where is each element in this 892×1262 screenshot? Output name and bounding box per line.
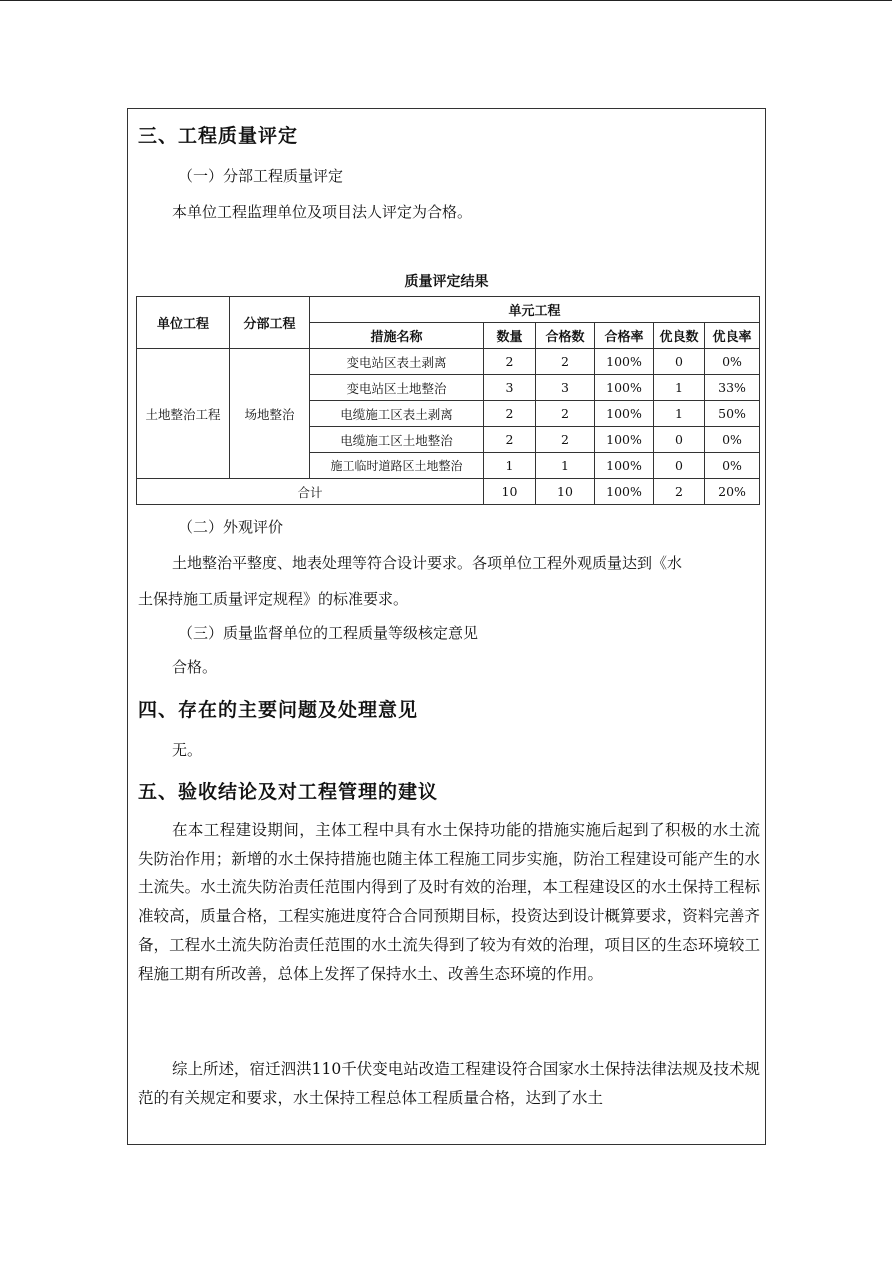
cell: 100% xyxy=(595,427,654,453)
cell: 2 xyxy=(484,349,536,375)
cell: 2 xyxy=(484,401,536,427)
cell: 2 xyxy=(484,427,536,453)
cell: 1 xyxy=(536,453,595,479)
quality-table xyxy=(136,296,760,505)
cell: 1 xyxy=(484,453,536,479)
sub-cell: 场地整治 xyxy=(230,349,310,479)
cell: 20% xyxy=(705,479,760,505)
cell: 0 xyxy=(654,453,705,479)
subsection-3-text: 合格。 xyxy=(172,658,218,676)
cell: 2 xyxy=(536,427,595,453)
header-unit: 单位工程 xyxy=(137,297,230,349)
section-5-paragraph-2: 综上所述，宿迁泗洪110千伏变电站改造工程建设符合国家水土保持法律法规及技术规范的有关规定和要求，水土保持工程总体工程质量合格，达到了水土 xyxy=(138,1060,760,1107)
col-header: 措施名称 xyxy=(310,323,484,349)
cell: 2 xyxy=(536,349,595,375)
col-header: 优良率 xyxy=(705,323,760,349)
cell: 10 xyxy=(484,479,536,505)
cell: 1 xyxy=(654,401,705,427)
page-top-rule xyxy=(0,0,892,1)
cell: 0 xyxy=(654,349,705,375)
cell: 0% xyxy=(705,427,760,453)
header-sub: 分部工程 xyxy=(230,297,310,349)
col-header: 优良数 xyxy=(654,323,705,349)
cell: 0% xyxy=(705,453,760,479)
subsection-2-title: （二）外观评价 xyxy=(178,518,284,536)
cell: 50% xyxy=(705,401,760,427)
cell: 100% xyxy=(595,401,654,427)
col-header: 合格数 xyxy=(536,323,595,349)
table-row xyxy=(137,349,760,375)
cell: 1 xyxy=(654,375,705,401)
cell: 变电站区土地整治 xyxy=(310,375,484,401)
section-4-heading: 四、存在的主要问题及处理意见 xyxy=(138,699,419,721)
cell: 电缆施工区表土剥离 xyxy=(310,401,484,427)
cell: 100% xyxy=(595,349,654,375)
cell: 电缆施工区土地整治 xyxy=(310,427,484,453)
cell: 施工临时道路区土地整治 xyxy=(310,453,484,479)
unit-cell: 土地整治工程 xyxy=(137,349,230,479)
cell: 3 xyxy=(536,375,595,401)
subsection-3-title: （三）质量监督单位的工程质量等级核定意见 xyxy=(178,624,479,642)
section-5-heading: 五、验收结论及对工程管理的建议 xyxy=(138,781,439,803)
cell: 100% xyxy=(595,453,654,479)
cell: 33% xyxy=(705,375,760,401)
col-header: 合格率 xyxy=(595,323,654,349)
subsection-2-line-1: 土地整治平整度、地表处理等符合设计要求。各项单位工程外观质量达到《水 xyxy=(172,554,683,572)
total-label: 合计 xyxy=(137,479,484,505)
cell: 100% xyxy=(595,375,654,401)
subsection-1-title: （一）分部工程质量评定 xyxy=(178,167,344,185)
cell: 3 xyxy=(484,375,536,401)
header-elem: 单元工程 xyxy=(310,297,760,323)
cell: 2 xyxy=(654,479,705,505)
document-frame xyxy=(127,108,766,1145)
cell: 0% xyxy=(705,349,760,375)
cell: 100% xyxy=(595,479,654,505)
cell: 2 xyxy=(536,401,595,427)
section-3-heading: 三、工程质量评定 xyxy=(138,125,299,147)
subsection-1-text: 本单位工程监理单位及项目法人评定为合格。 xyxy=(172,203,473,221)
cell: 10 xyxy=(536,479,595,505)
cell: 0 xyxy=(654,427,705,453)
table-caption: 质量评定结果 xyxy=(404,274,489,290)
col-header: 数量 xyxy=(484,323,536,349)
subsection-2-line-2: 土保持施工质量评定规程》的标准要求。 xyxy=(138,590,409,608)
total-row xyxy=(137,479,760,505)
section-5-paragraph-1: 在本工程建设期间，主体工程中具有水土保持功能的措施实施后起到了积极的水土流失防治作用；新增的水土保持措施也随主体工程施工同步实施，防治工程建设可能产生的水土流失。水土流失防治责任范围内得到了及时有效的治理，本工程建设区的水土保持工程标准较高，质量合格，工程实施进度符合合同预期目标，投资达到设计概算要求，资料完善齐备，工程水土流失防治责任范围的水土流失得到了较为有效的治理，项目区的生态环境较工程施工期有所改善，总体上发挥了保持水土、改善生态环境的作用。 xyxy=(138,821,760,983)
section-4-text: 无。 xyxy=(172,741,203,759)
cell: 变电站区表土剥离 xyxy=(310,349,484,375)
